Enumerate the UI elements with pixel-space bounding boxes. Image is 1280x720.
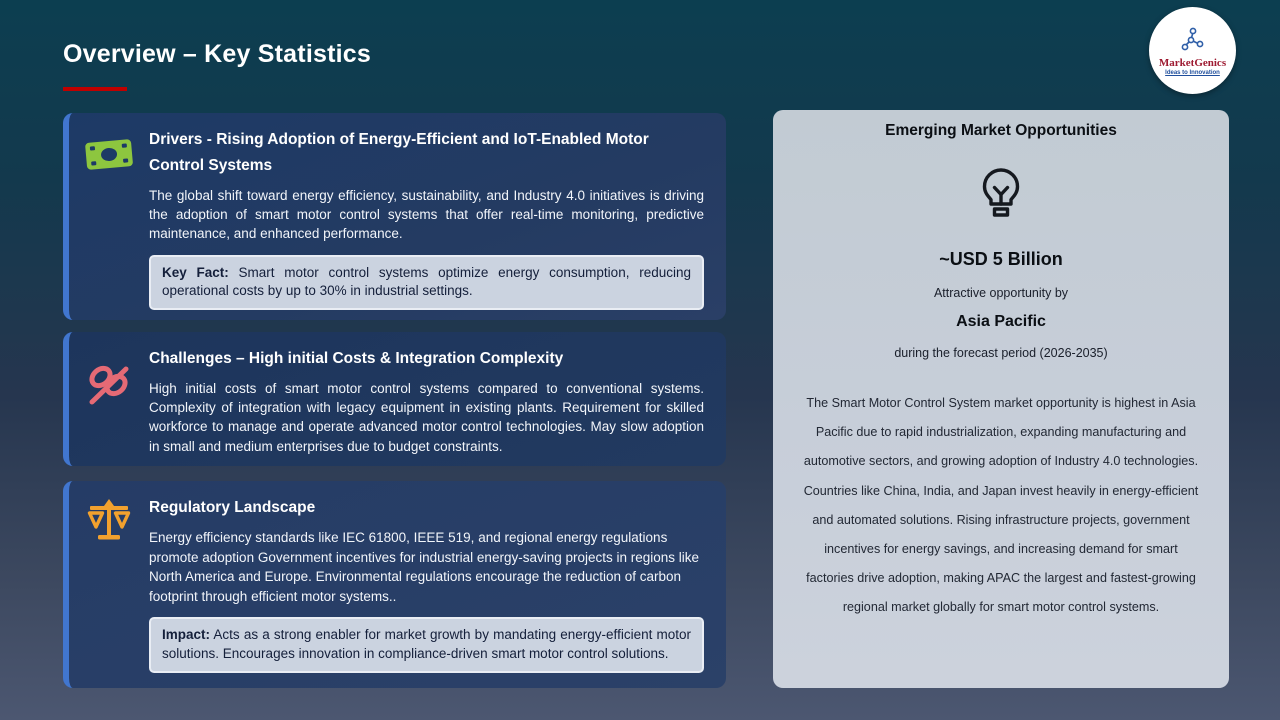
opportunity-region: Asia Pacific: [956, 313, 1046, 330]
key-fact-label: Key Fact:: [162, 264, 229, 280]
opportunity-subtitle: Attractive opportunity by: [933, 286, 1069, 300]
impact-text: Acts as a strong enabler for market growth by mandating energy-efficient motor solutions. Encourages innovation in compliance-driven smart motor control solutions.: [162, 627, 691, 662]
opportunity-value: ~USD 5 Billion: [939, 249, 1063, 269]
key-fact-box: [149, 255, 704, 311]
title-underline: [63, 87, 127, 91]
challenges-card: [63, 332, 726, 466]
opportunity-period: during the forecast period (2026-2035): [894, 346, 1108, 360]
molecule-network-icon: [1180, 26, 1206, 57]
impact-box: [149, 617, 704, 673]
lightbulb-icon: [793, 166, 1209, 227]
regulatory-card-content: [149, 495, 704, 674]
challenges-card-body: High initial costs of smart motor control systems compared to conventional systems. Complexity of integration with legacy equipment in existing plants. Requirement for skilled workforce to manage and operate advanced motor control technologies. May slow adoption in small and medium enterprises due to budget constraints.: [149, 381, 704, 454]
opportunities-panel-title: Emerging Market Opportunities: [885, 122, 1117, 139]
regulatory-card: [63, 481, 726, 688]
challenges-card-title: Challenges – High initial Costs & Integration Complexity: [149, 350, 564, 367]
regulatory-card-title: Regulatory Landscape: [149, 499, 316, 516]
company-logo: [1149, 7, 1236, 94]
opportunity-description: The Smart Motor Control System market opportunity is highest in Asia Pacific due to rapid industrialization, expanding manufacturing and automotive sectors, and growing adoption of Industry 4.0 technologies. Countries like China, India, and Japan invest heavily in energy-efficient and automated solutions. Rising infrastructure projects, government incentives for energy savings, and increasing demand for smart factories drive adoption, making APAC the largest and fastest-growing regional market globally for smart motor control systems.: [803, 396, 1199, 615]
broken-link-icon: [69, 346, 149, 456]
scales-of-justice-icon: [69, 495, 149, 674]
logo-name: MarketGenics: [1158, 56, 1227, 69]
key-fact-text: Smart motor control systems optimize energy consumption, reducing operational costs by up to 30% in industrial settings.: [162, 264, 691, 299]
drivers-card-title: Drivers - Rising Adoption of Energy-Efficient and IoT-Enabled Motor Control Systems: [149, 131, 649, 175]
logo-tagline: Ideas to Innovation: [1165, 69, 1220, 76]
impact-label: Impact:: [162, 627, 211, 643]
drivers-card-content: [149, 127, 704, 310]
emerging-opportunities-panel: [773, 110, 1229, 688]
money-banknote-icon: [69, 127, 149, 310]
drivers-card-body: The global shift toward energy efficiency, sustainability, and Industry 4.0 initiatives is driving the adoption of smart motor control systems that offer real-time monitoring, predictive maintenance, and enhanced performance.: [149, 188, 704, 242]
drivers-card: [63, 113, 726, 320]
challenges-card-content: [149, 346, 704, 456]
page-title: Overview – Key Statistics: [63, 40, 371, 68]
regulatory-card-body: Energy efficiency standards like IEC 61800, IEEE 519, and regional energy regulations promote adoption Government incentives for industrial energy-saving projects in regions like North America and Europe. Environmental regulations encourage the reduction of carbon footprint through efficient motor systems..: [149, 530, 700, 604]
